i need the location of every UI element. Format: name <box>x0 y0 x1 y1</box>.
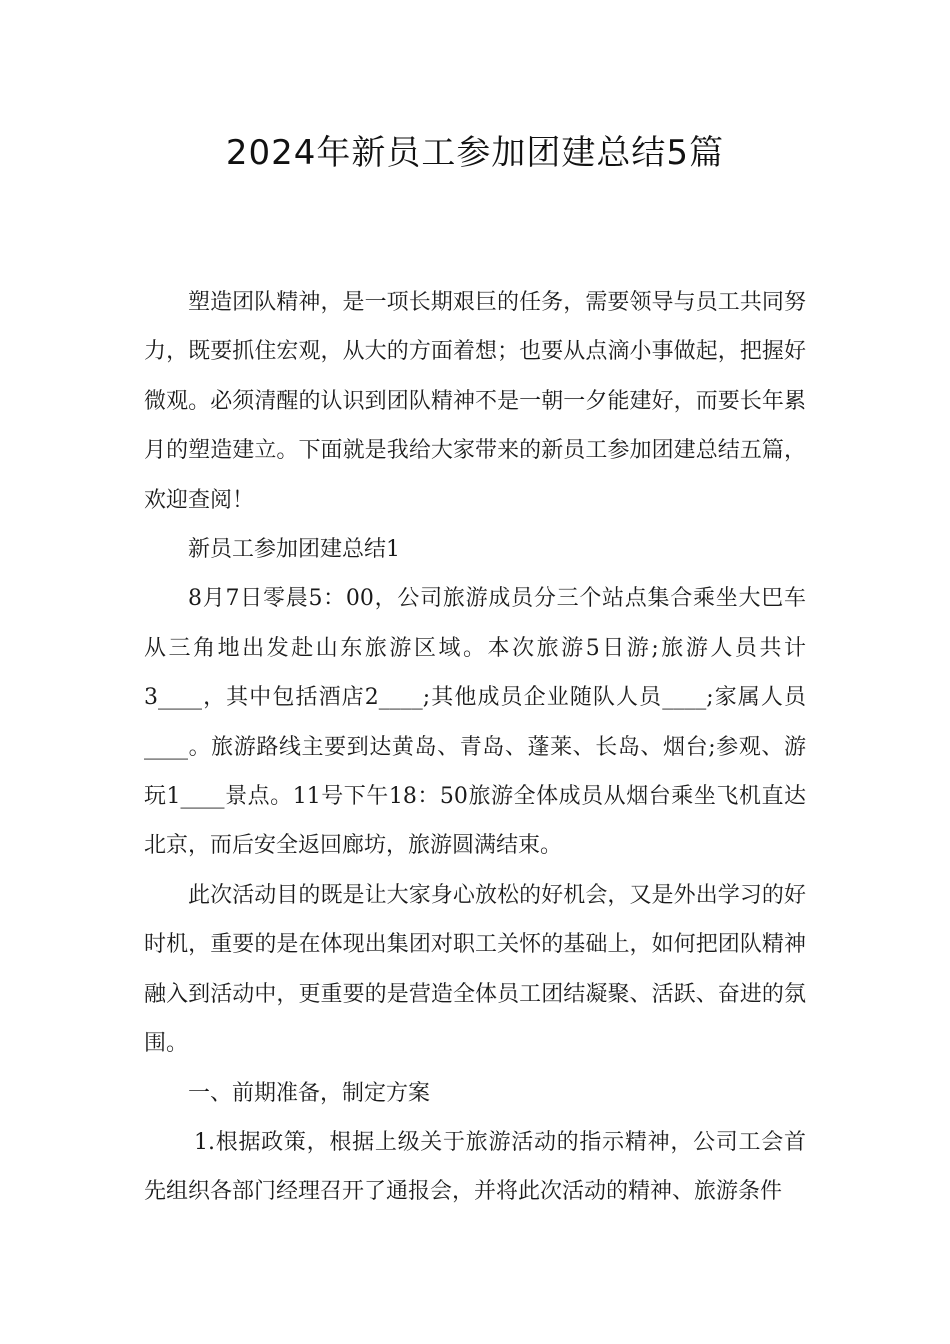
section-heading-summary-1: 新员工参加团建总结1 <box>188 537 400 563</box>
numbered-item-1: 1.根据政策，根据上级关于旅游活动的指示精神，公司工会首先组织各部门经理召开了通报会，并将此次活动的精神、旅游条件 <box>144 1129 806 1205</box>
intro-paragraph: 塑造团队精神，是一项长期艰巨的任务，需要领导与员工共同努力，既要抓住宏观，从大的方面着想；也要从点滴小事做起，把握好微观。必须清醒的认识到团队精神不是一朝一夕能建好，而要长年累月的塑造建立。下面就是我给大家带来的新员工参加团建总结五篇，欢迎查阅！ <box>144 290 806 513</box>
activity-purpose-paragraph: 此次活动目的既是让大家身心放松的好机会，又是外出学习的好时机，重要的是在体现出集团对职工关怀的基础上，如何把团队精神融入到活动中，更重要的是营造全体员工团结凝聚、活跃、奋进的氛围。 <box>144 882 806 1057</box>
trip-overview-paragraph: 8月7日零晨5：00，公司旅游成员分三个站点集合乘坐大巴车从三角地出发赴山东旅游区域。本次旅游5日游;旅游人员共计3____，其中包括酒店2____;其他成员企业随队人员____;家属人员____。旅游路线主要到达黄岛、青岛、蓬莱、长岛、烟台;参观、游玩1____景点。11号下午18：50旅游全体成员从烟台乘坐飞机直达北京，而后安全返回廊坊，旅游圆满结束。 <box>144 586 806 859</box>
document-title: 2024年新员工参加团建总结5篇 <box>225 133 725 173</box>
document-body <box>144 278 806 1217</box>
subheading-preparation: 一、前期准备，制定方案 <box>188 1080 431 1106</box>
